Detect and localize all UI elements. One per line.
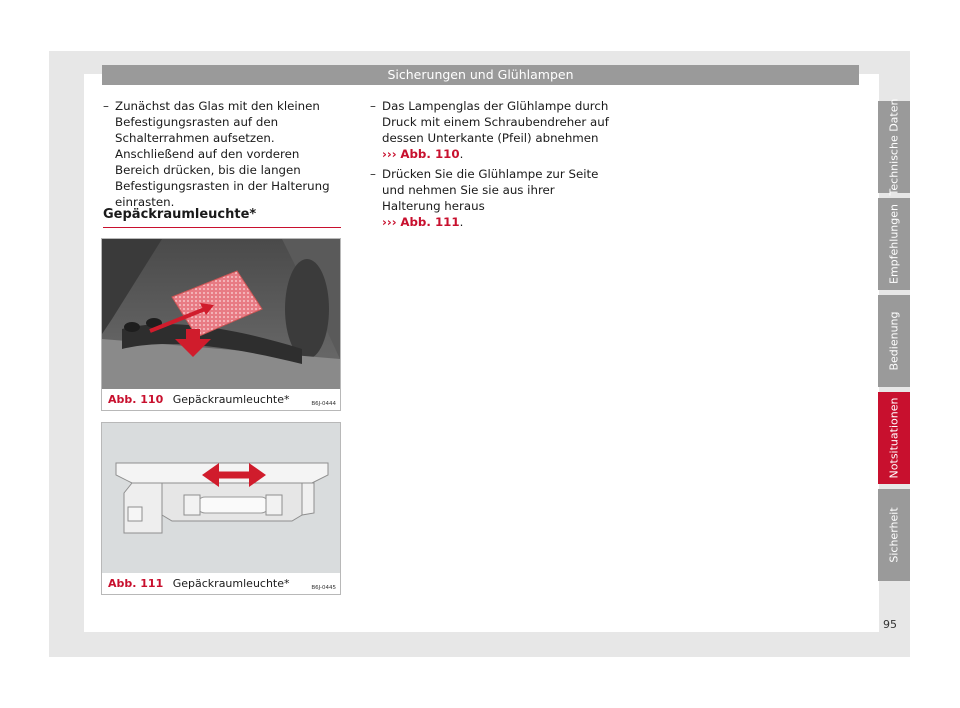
- tab-label: Bedienung: [887, 311, 901, 371]
- right-column: [370, 98, 610, 234]
- figure-110-caption-text: Gepäckraumleuchte*: [172, 393, 290, 406]
- figure-111-caption: [108, 577, 290, 590]
- tab-label: Notsituationen: [887, 397, 901, 479]
- figure-111-number: Abb. 111: [108, 577, 164, 590]
- cross-reference-link[interactable]: Abb. 110: [400, 147, 460, 161]
- step-text: Das Lampenglas der Glühlampe durch Druck mit einem Schraubendreher auf dessen Unterkante (Pfeil) abnehmen: [382, 99, 609, 145]
- figure-111: [101, 422, 341, 595]
- figure-110: [101, 238, 341, 411]
- figure-110-caption: [108, 393, 290, 406]
- step-text: Zunächst das Glas mit den kleinen Befestigungsrasten auf den Schalterrahmen aufsetzen. Anschließend auf den vorderen Bereich drücken, bis die langen Befestigungsrasten in der Halterung einrasten.: [115, 99, 330, 209]
- page-header-title: Sicherungen und Glühlampen: [387, 67, 574, 82]
- tab-notsituationen[interactable]: [878, 392, 910, 484]
- tab-sicherheit[interactable]: [878, 489, 910, 581]
- tab-label: Empfehlungen: [887, 204, 901, 284]
- luggage-light-diagram: [102, 423, 340, 573]
- tab-label: Technische Daten: [887, 98, 901, 196]
- step-dash: –: [370, 99, 376, 113]
- header-bar: [102, 65, 859, 85]
- tab-label: Sicherheit: [887, 507, 901, 563]
- figure-111-caption-text: Gepäckraumleuchte*: [172, 577, 290, 590]
- step-item: – Drücken Sie die Glühlampe zur Seite und nehmen Sie sie aus ihrer Halterung heraus ››› Abb. 111.: [370, 167, 599, 229]
- step-text: Drücken Sie die Glühlampe zur Seite und nehmen Sie sie aus ihrer Halterung heraus: [382, 167, 599, 213]
- tab-empfehlungen[interactable]: [878, 198, 910, 290]
- figure-110-number: Abb. 110: [108, 393, 164, 406]
- step-dash: –: [103, 99, 109, 113]
- step-item: [103, 98, 343, 210]
- figure-110-image: [102, 239, 340, 389]
- figure-111-code: B6J-0445: [311, 585, 336, 591]
- step-item: – Das Lampenglas der Glühlampe durch Druck mit einem Schraubendreher auf dessen Unterkante (Pfeil) abnehmen ››› Abb. 110.: [370, 99, 609, 161]
- page-number: 95: [883, 618, 897, 631]
- figure-111-image: [102, 423, 340, 573]
- cross-reference-marker: ›››: [382, 215, 397, 229]
- tab-bedienung[interactable]: [878, 295, 910, 387]
- cross-reference-marker: ›››: [382, 147, 397, 161]
- section-title: Gepäckraumleuchte*: [103, 207, 341, 228]
- cross-reference-link[interactable]: Abb. 111: [400, 215, 460, 229]
- luggage-light-photo: [102, 239, 340, 389]
- step-dash: –: [370, 167, 376, 181]
- left-column: [103, 98, 343, 214]
- figure-110-code: B6J-0444: [311, 401, 336, 407]
- tab-technische-daten[interactable]: [878, 98, 910, 196]
